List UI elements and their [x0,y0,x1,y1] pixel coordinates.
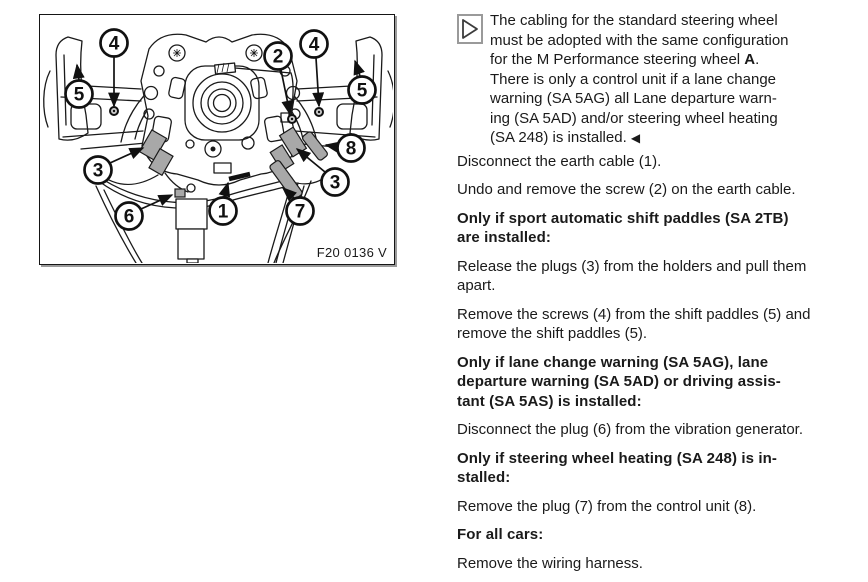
callout-6 [116,195,173,230]
instruction-list [457,152,861,574]
note-line: warning (SA 5AG) all Lane departure warn- [490,90,777,107]
callout-arrow [316,58,319,106]
instruction-step [457,420,861,440]
callout-number: 1 [217,201,229,223]
note-line: (SA 248) is installed. ◀ [490,129,641,146]
text-line: Disconnect the earth cable (1). [457,152,662,170]
text-line: Release the plugs (3) from the holders and pull them [457,257,807,275]
callout-number: 5 [73,84,85,106]
callout-arrow [110,148,143,163]
text-line: Remove the screws (4) from the shift paddles (5) and [457,305,811,323]
text-line: Disconnect the plug (6) from the vibration generator. [457,421,804,438]
instruction-column [457,11,861,582]
instruction-heading [457,449,861,488]
callout-number: 7 [294,201,306,223]
text-line: Only if lane change warning (SA 5AG), lane [457,353,769,371]
text-line: apart. [457,277,496,294]
text-line: departure warning (SA 5AD) or driving assis- [457,373,781,390]
text-line: Remove the plug (7) from the control unit (8). [457,497,757,515]
note-line: for the M Performance steering wheel A. [490,51,760,68]
note-block [457,11,861,149]
callout-4 [301,31,328,107]
callout-number: 3 [92,160,104,182]
instruction-heading [457,525,861,545]
note-line: The cabling for the standard steering wheel [490,12,778,29]
instruction-step [457,305,861,344]
text-line: Only if steering wheel heating (SA 248) is in- [457,449,777,467]
callout-number: 6 [123,206,135,228]
instruction-step [457,497,861,517]
callout-number: 4 [108,33,120,55]
note-triangle-icon [457,14,483,44]
steering-wheel-diagram [40,15,393,263]
figure-code: F20 0136 V [316,245,387,260]
instruction-step [457,180,861,200]
instruction-step [457,152,861,172]
callout-4 [101,30,128,107]
callout-number: 5 [356,80,368,102]
text-line: tant (SA 5AS) is installed: [457,392,642,410]
instruction-heading [457,209,861,248]
callout-number: 2 [272,46,284,68]
instruction-step [457,257,861,296]
vibration-generator-plug [175,189,185,197]
steering-wheel-figure [39,14,395,265]
text-line: Only if sport automatic shift paddles (SA 2TB) [457,209,789,227]
note-line: ing (SA 5AD) and/or steering wheel heating [490,109,778,127]
text-line: For all cars: [457,526,544,543]
text-line: remove the shift paddles (5). [457,325,648,342]
note-line: There is only a control unit if a lane change [490,70,777,88]
callout-8 [326,135,365,162]
callout-number: 3 [329,172,341,194]
text-line: Undo and remove the screw (2) on the earth cable. [457,181,796,198]
note-text [490,11,861,149]
callout-3 [85,148,144,184]
instruction-step [457,554,861,574]
text-line: stalled: [457,469,511,486]
note-line: must be adopted with the same configuration [490,31,789,49]
text-line: are installed: [457,229,551,246]
callout-number: 4 [308,34,320,56]
instruction-heading [457,353,861,412]
callout-number: 8 [345,138,357,160]
callout-1 [210,183,237,225]
text-line: Remove the wiring harness. [457,554,643,572]
